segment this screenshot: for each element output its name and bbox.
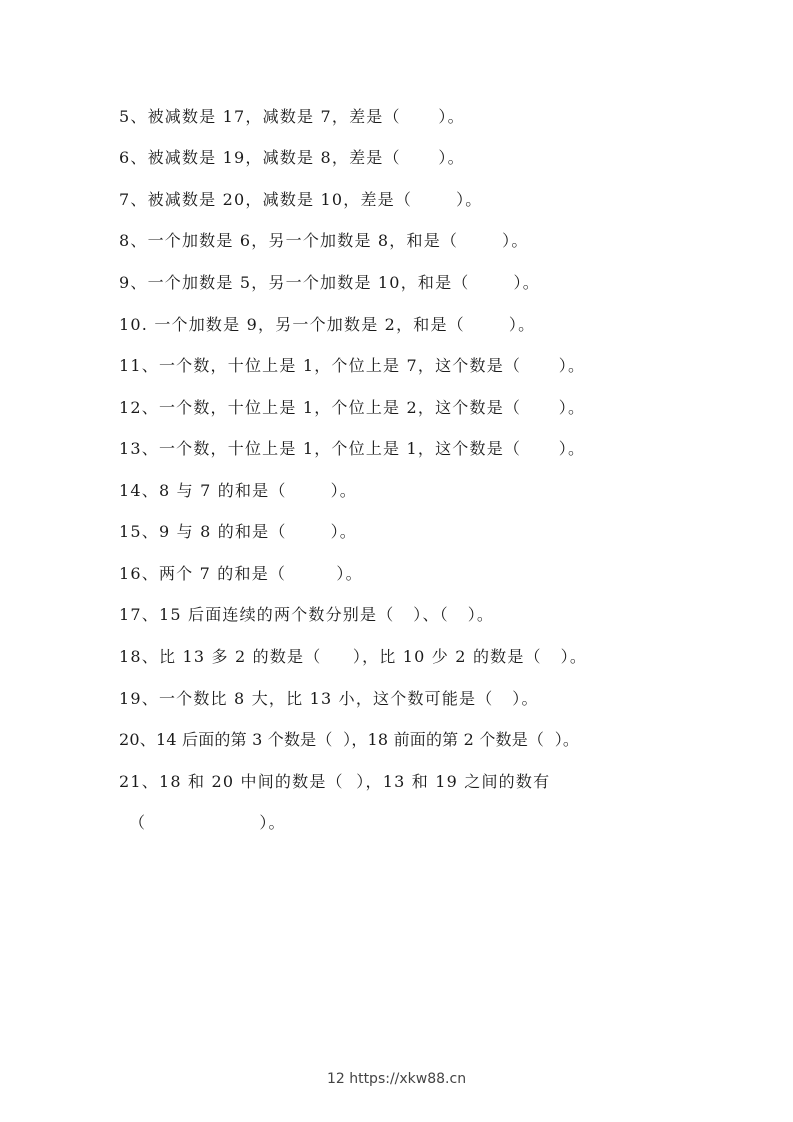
question-21: 21、18 和 20 中间的数是（ ），13 和 19 之间的数有 [119, 772, 551, 791]
question-15: 15、9 与 8 的和是（ ）。 [119, 522, 357, 541]
question-12: 12、一个数，十位上是 1，个位上是 2，这个数是（ ）。 [119, 398, 586, 417]
question-8: 8、一个加数是 6，另一个加数是 8，和是（ ）。 [119, 231, 529, 250]
question-16: 16、两个 7 的和是（ ）。 [119, 564, 363, 583]
question-20: 20、14 后面的第 3 个数是（ ），18 前面的第 2 个数是（ ）。 [119, 730, 580, 749]
question-13: 13、一个数，十位上是 1，个位上是 1，这个数是（ ）。 [119, 439, 586, 458]
question-5: 5、被减数是 17，减数是 7，差是（ ）。 [119, 107, 465, 126]
question-9: 9、一个加数是 5，另一个加数是 10，和是（ ）。 [119, 273, 540, 292]
question-21-answer-line: （ ）。 [129, 813, 286, 832]
question-17: 17、15 后面连续的两个数分别是（ ）、（ ）。 [119, 605, 495, 624]
question-7: 7、被减数是 20，减数是 10，差是（ ）。 [119, 190, 483, 209]
question-6: 6、被减数是 19，减数是 8，差是（ ）。 [119, 148, 465, 167]
question-10: 10. 一个加数是 9，另一个加数是 2，和是（ ）。 [119, 315, 536, 334]
question-11: 11、一个数，十位上是 1，个位上是 7，这个数是（ ）。 [119, 356, 586, 375]
question-18: 18、比 13 多 2 的数是（ ），比 10 少 2 的数是（ ）。 [119, 647, 588, 666]
question-19: 19、一个数比 8 大，比 13 小，这个数可能是（ ）。 [119, 689, 539, 708]
question-14: 14、8 与 7 的和是（ ）。 [119, 481, 357, 500]
page-footer: 12 https://xkw88.cn [326, 1071, 467, 1087]
